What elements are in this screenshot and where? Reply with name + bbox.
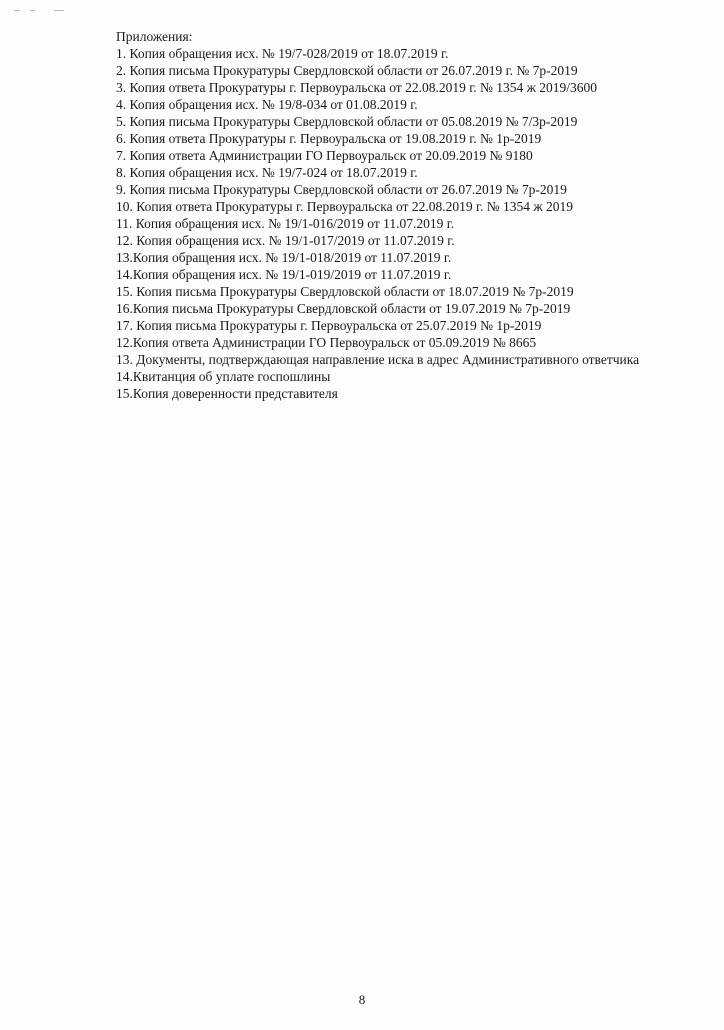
attachment-item: 9. Копия письма Прокуратуры Свердловской области от 26.07.2019 № 7р-2019 (116, 182, 567, 197)
attachment-item: 14.Квитанция об уплате госпошлины (116, 369, 331, 384)
scan-mark (14, 10, 20, 11)
attachment-item: 1. Копия обращения исх. № 19/7-028/2019 от 18.07.2019 г. (116, 46, 449, 61)
attachment-item: 14.Копия обращения исх. № 19/1-019/2019 от 11.07.2019 г. (116, 267, 452, 282)
attachment-item: 11. Копия обращения исх. № 19/1-016/2019 от 11.07.2019 г. (116, 216, 455, 231)
scan-mark (30, 10, 35, 11)
attachment-item: 6. Копия ответа Прокуратуры г. Первоуральска от 19.08.2019 г. № 1р-2019 (116, 131, 542, 146)
attachment-item: 12. Копия обращения исх. № 19/1-017/2019 от 11.07.2019 г. (116, 233, 455, 248)
attachment-item: 7. Копия ответа Администрации ГО Первоуральск от 20.09.2019 № 9180 (116, 148, 533, 163)
attachment-item: 2. Копия письма Прокуратуры Свердловской области от 26.07.2019 г. № 7р-2019 (116, 63, 578, 78)
attachment-item: 15.Копия доверенности представителя (116, 386, 338, 401)
attachment-item: 15. Копия письма Прокуратуры Свердловской области от 18.07.2019 № 7р-2019 (116, 284, 574, 299)
scan-mark (54, 10, 64, 11)
attachment-item: 13.Копия обращения исх. № 19/1-018/2019 от 11.07.2019 г. (116, 250, 452, 265)
attachment-item: 17. Копия письма Прокуратуры г. Первоуральска от 25.07.2019 № 1р-2019 (116, 318, 542, 333)
attachment-item: 4. Копия обращения исх. № 19/8-034 от 01.08.2019 г. (116, 97, 418, 112)
attachment-item: 16.Копия письма Прокуратуры Свердловской области от 19.07.2019 № 7р-2019 (116, 301, 571, 316)
attachments-section (116, 28, 716, 402)
attachments-list (116, 45, 716, 402)
attachment-item: 5. Копия письма Прокуратуры Свердловской области от 05.08.2019 № 7/3р-2019 (116, 114, 578, 129)
page-number: 8 (358, 992, 366, 1007)
attachment-item: 13. Документы, подтверждающая направление иска в адрес Административного ответчика (116, 352, 640, 367)
attachments-heading: Приложения: (116, 29, 193, 44)
attachment-item: 10. Копия ответа Прокуратуры г. Первоуральска от 22.08.2019 г. № 1354 ж 2019 (116, 199, 574, 214)
attachment-item: 3. Копия ответа Прокуратуры г. Первоуральска от 22.08.2019 г. № 1354 ж 2019/3600 (116, 80, 598, 95)
attachment-item: 8. Копия обращения исх. № 19/7-024 от 18.07.2019 г. (116, 165, 418, 180)
attachment-item: 12.Копия ответа Администрации ГО Первоуральск от 05.09.2019 № 8665 (116, 335, 537, 350)
